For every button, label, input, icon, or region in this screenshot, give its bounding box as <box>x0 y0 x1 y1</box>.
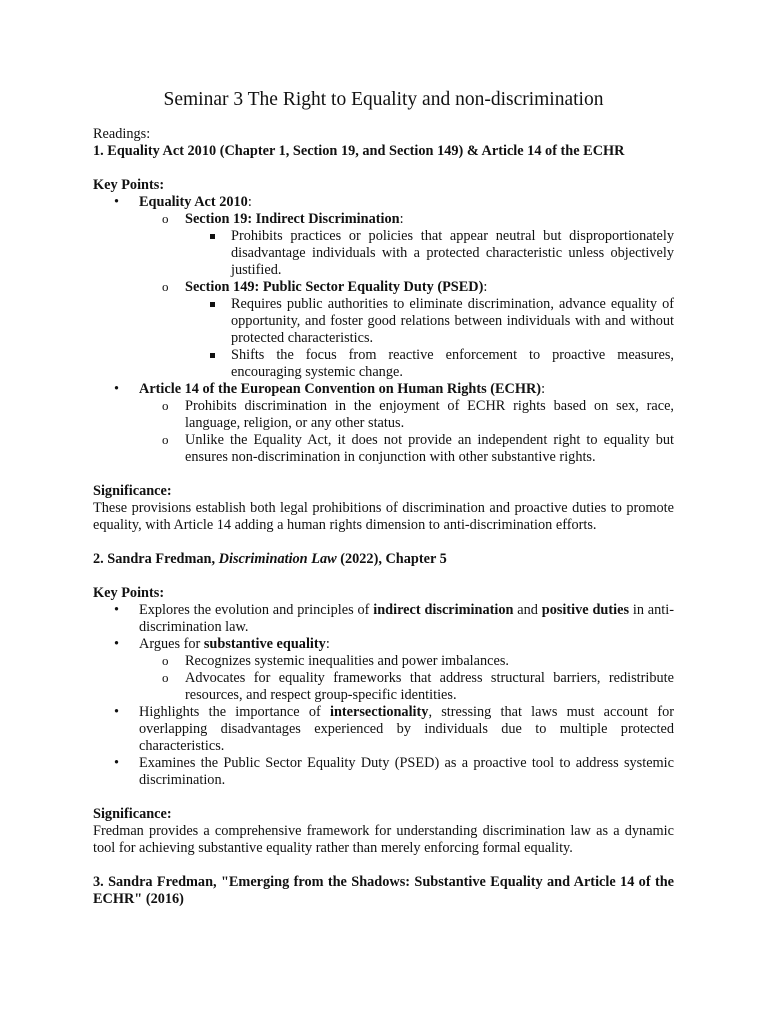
key-points-list-2 <box>93 602 674 789</box>
list-item-s19-point: Prohibits practices or policies that appear neutral but disproportionately disadvantage individuals with a protected characteristic unless objectively justified. <box>185 228 674 279</box>
key-points-label-1: Key Points: <box>93 177 165 193</box>
reading-3-heading: 3. Sandra Fredman, "Emerging from the Shadows: Substantive Equality and Article 14 of the ECHR" (2016) <box>93 874 674 907</box>
significance-label-1: Significance: <box>93 483 172 499</box>
list-item-art14-point-2: o Unlike the Equality Act, it does not provide an independent right to equality but ensures non-discrimination in conjunction with other substantive rights. <box>139 432 674 466</box>
list-item-highlights: • Highlights the importance of intersectionality, stressing that laws must account for overlapping disadvantages experienced by individuals due to multiple protected characteristics. <box>93 704 674 755</box>
document-content <box>93 88 674 908</box>
list-item-examines: • Examines the Public Sector Equality Duty (PSED) as a proactive tool to address systemic discrimination. <box>93 755 674 789</box>
list-item-art14-point-1: o Prohibits discrimination in the enjoyment of ECHR rights based on sex, race, language, religion, or any other status. <box>139 398 674 432</box>
list-item-equality-act: • Equality Act 2010: o Section 19: Indirect Discrimination: Prohibits practices or policies that appear neutral but disproportionately disadvantage individuals with a protected characteristic unless objectively justified. o Section 149: Public Sector Equality Duty (PSED): Requires public authorities to eliminate discrimination, advance equality of opportunity, and foster good relations between individuals with and without protected characteristics. Shifts the focus from reactive enforcement to proactive measures, encouraging systemic change. <box>93 194 674 381</box>
list-item-section-149: o Section 149: Public Sector Equality Duty (PSED): Requires public authorities to eliminate discrimination, advance equality of opportunity, and foster good relations between individuals with and without protected characteristics. Shifts the focus from reactive enforcement to proactive measures, encouraging systemic change. <box>139 279 674 381</box>
list-item-recognizes: o Recognizes systemic inequalities and power imbalances. <box>139 653 674 670</box>
list-item-s149-point-2: Shifts the focus from reactive enforcement to proactive measures, encouraging systemic change. <box>185 347 674 381</box>
list-item-section-19: o Section 19: Indirect Discrimination: Prohibits practices or policies that appear neutral but disproportionately disadvantage individuals with a protected characteristic unless objectively justified. <box>139 211 674 279</box>
key-points-label-2: Key Points: <box>93 585 165 601</box>
significance-text-1: These provisions establish both legal prohibitions of discrimination and proactive duties to promote equality, with Article 14 adding a human rights dimension to anti-discrimination efforts. <box>93 500 674 533</box>
list-item-advocates: o Advocates for equality frameworks that address structural barriers, redistribute resources, and respect group-specific identities. <box>139 670 674 704</box>
key-points-list-1 <box>93 194 674 466</box>
reading-2-heading: 2. Sandra Fredman, Discrimination Law (2022), Chapter 5 <box>93 551 447 567</box>
list-item-article-14: • Article 14 of the European Convention on Human Rights (ECHR): o Prohibits discrimination in the enjoyment of ECHR rights based on sex, race, language, religion, or any other status. o Unlike the Equality Act, it does not provide an independent right to equality but ensures non-discrimination in conjunction with other substantive rights. <box>93 381 674 466</box>
list-item-argues: • Argues for substantive equality: o Recognizes systemic inequalities and power imbalances. o Advocates for equality frameworks that address structural barriers, redistribute resources, and respect group-specific identities. <box>93 636 674 704</box>
list-item-explores: • Explores the evolution and principles of indirect discrimination and positive duties in anti-discrimination law. <box>93 602 674 636</box>
list-item-s149-point-1: Requires public authorities to eliminate discrimination, advance equality of opportunity, and foster good relations between individuals with and without protected characteristics. <box>185 296 674 347</box>
significance-text-2: Fredman provides a comprehensive framework for understanding discrimination law as a dynamic tool for achieving substantive equality rather than merely enforcing formal equality. <box>93 823 674 856</box>
readings-label: Readings: <box>93 126 151 142</box>
reading-1-heading: 1. Equality Act 2010 (Chapter 1, Section 19, and Section 149) & Article 14 of the ECHR <box>93 143 625 159</box>
significance-label-2: Significance: <box>93 806 172 822</box>
page-title: Seminar 3 The Right to Equality and non-discrimination <box>163 89 604 110</box>
